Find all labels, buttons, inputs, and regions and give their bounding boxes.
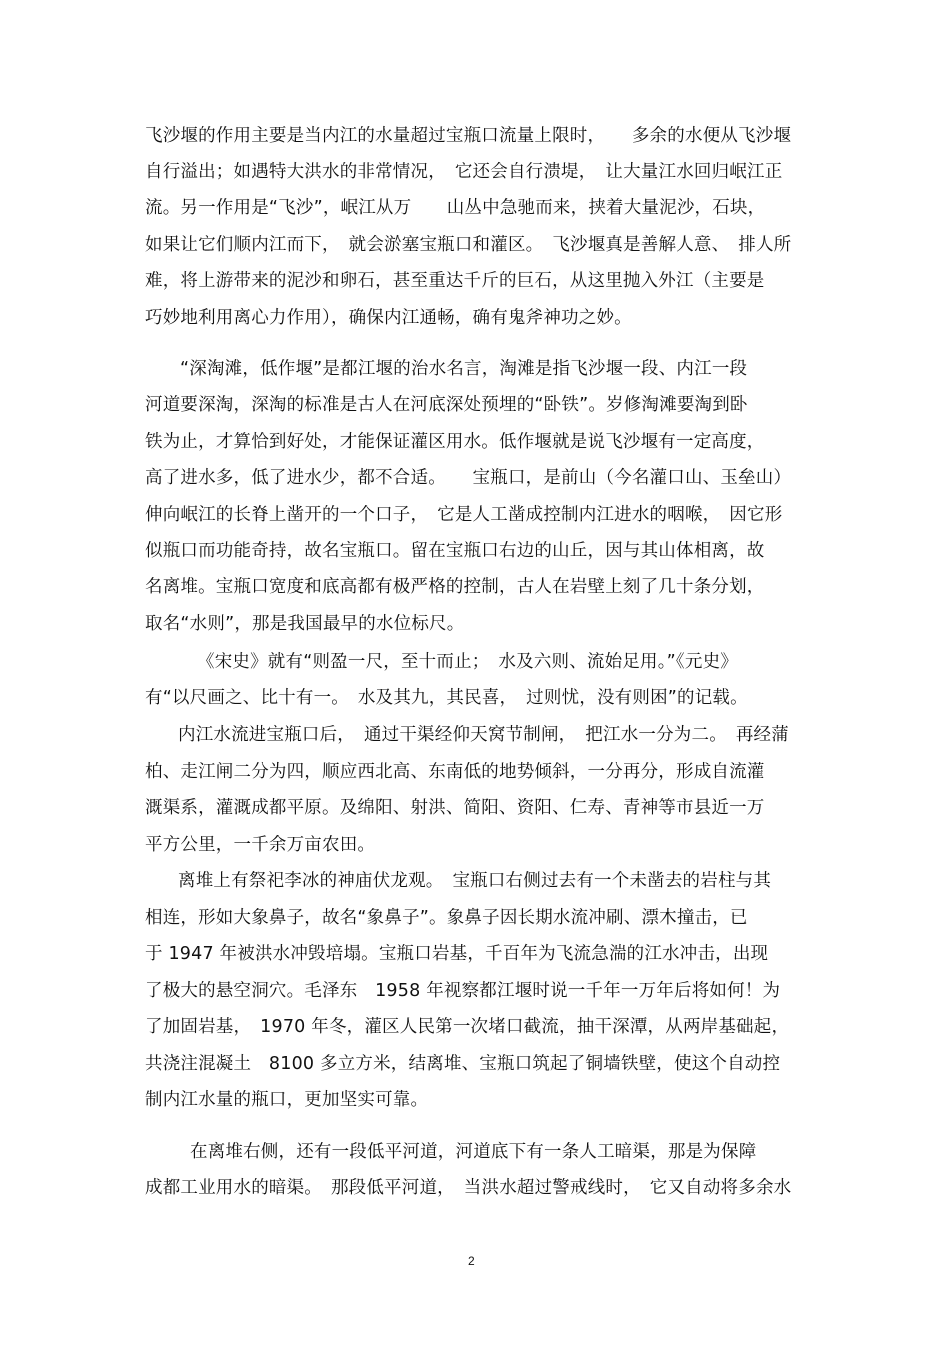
paragraph-line: 取名“水则”，那是我国最早的水位标尺。: [145, 614, 465, 634]
paragraph-line: 河道要深淘，深淘的标准是古人在河底深处预埋的“卧铁”。岁修淘滩要淘到卧: [145, 395, 748, 415]
paragraph-line: 平方公里，一千余万亩农田。: [145, 835, 376, 855]
page-number: 2: [468, 1254, 475, 1268]
paragraph-line: 了极大的悬空洞穴。毛泽东 1958 年视察都江堰时说一千年一万年后将如何！为: [145, 981, 781, 1001]
paragraph-line: 《宋史》就有“则盈一尺，至十而止； 水及六则、流始足用。”《元史》: [197, 652, 738, 672]
paragraph-line: 于 1947 年被洪水冲毁培塌。宝瓶口岩基，千百年为飞流急湍的江水冲击，出现: [145, 944, 769, 964]
paragraph-line: 流。另一作用是“飞沙”，岷江从万 山丛中急驰而来，挟着大量泥沙，石块，: [145, 198, 766, 218]
paragraph-line: 如果让它们顺内江而下， 就会淤塞宝瓶口和灌区。 飞沙堰真是善解人意、 排人所: [145, 235, 792, 255]
paragraph-line: 柏、走江闸二分为四，顺应西北高、东南低的地势倾斜，一分再分，形成自流灌: [145, 762, 765, 782]
paragraph-line: 名离堆。宝瓶口宽度和底高都有极严格的控制，古人在岩壁上刻了几十条分划，: [145, 577, 765, 597]
paragraph-line: 伸向岷江的长脊上凿开的一个口子， 它是人工凿成控制内江进水的咽喉， 因它形: [145, 505, 783, 525]
paragraph-line: 在离堆右侧，还有一段低平河道，河道底下有一条人工暗渠，那是为保障: [190, 1142, 757, 1162]
paragraph-line: 成都工业用水的暗渠。 那段低平河道， 当洪水超过警戒线时， 它又自动将多余水: [145, 1178, 792, 1198]
paragraph-line: 离堆上有祭祀李冰的神庙伏龙观。 宝瓶口右侧过去有一个未凿去的岩柱与其: [178, 871, 772, 891]
paragraph-line: 相连，形如大象鼻子，故名“象鼻子”。象鼻子因长期水流冲刷、漂木撞击，已: [145, 908, 748, 928]
paragraph-line: 铁为止，才算恰到好处，才能保证灌区用水。低作堰就是说飞沙堰有一定高度，: [145, 432, 765, 452]
paragraph-line: 飞沙堰的作用主要是当内江的水量超过宝瓶口流量上限时， 多余的水便从飞沙堰: [145, 126, 792, 146]
paragraph-line: 巧妙地利用离心力作用），确保内江通畅，确有鬼斧神功之妙。: [145, 308, 632, 328]
paragraph-line: 有“以尺画之、比十有一。 水及其九，其民喜， 过则忧，没有则困”的记载。: [145, 688, 748, 708]
paragraph-line: “深淘滩，低作堰”是都江堰的治水名言，淘滩是指飞沙堰一段、内江一段: [180, 359, 748, 379]
paragraph-line: 溉渠系，灌溉成都平原。及绵阳、射洪、简阳、资阳、仁寿、青神等市县近一万: [145, 798, 765, 818]
paragraph-line: 了加固岩基， 1970 年冬，灌区人民第一次堵口截流，抽干深潭，从两岸基础起，: [145, 1017, 790, 1037]
paragraph-line: 自行溢出；如遇特大洪水的非常情况， 它还会自行溃堤， 让大量江水回归岷江正: [145, 162, 783, 182]
paragraph-line: 共浇注混凝土 8100 多立方米，结离堆、宝瓶口筑起了铜墙铁壁，使这个自动控: [145, 1054, 781, 1074]
paragraph-line: 似瓶口而功能奇持，故名宝瓶口。留在宝瓶口右边的山丘，因与其山体相离，故: [145, 541, 765, 561]
paragraph-line: 难，将上游带来的泥沙和卵石，甚至重达千斤的巨石，从这里抛入外江（主要是: [145, 271, 765, 291]
paragraph-line: 内江水流进宝瓶口后， 通过干渠经仰天窝节制闸， 把江水一分为二。 再经蒲: [178, 725, 789, 745]
paragraph-line: 高了进水多，低了进水少，都不合适。 宝瓶口，是前山（今名灌口山、玉垒山）: [145, 468, 792, 488]
paragraph-line: 制内江水量的瓶口，更加坚实可靠。: [145, 1090, 429, 1110]
